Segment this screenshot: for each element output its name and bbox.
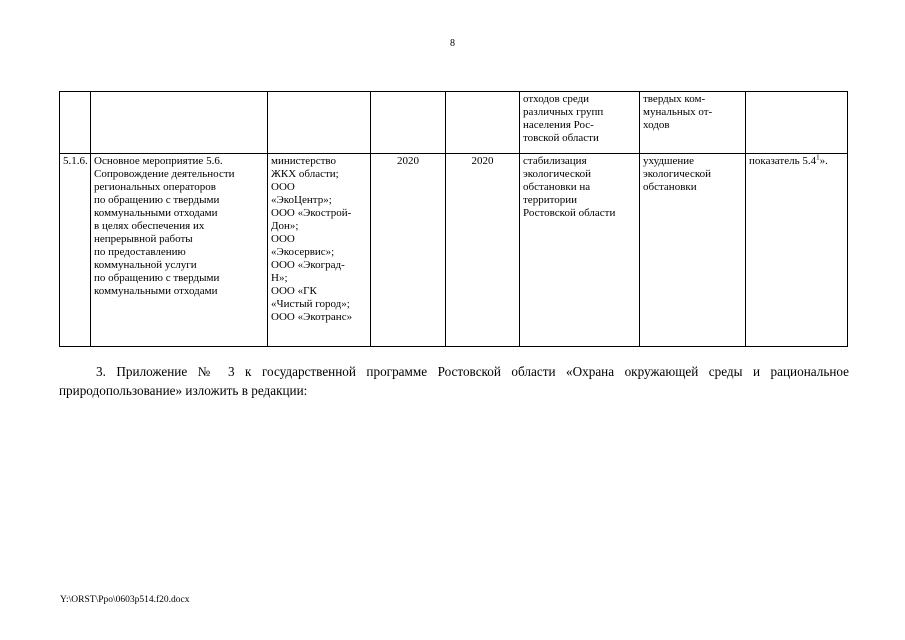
footer-file-path: Y:\ORST\Ppo\0603p514.f20.docx — [60, 595, 190, 605]
indicator-text: показатель 5.4 — [749, 155, 817, 167]
table-cell: твердых ком- мунальных от- ходов — [640, 92, 746, 154]
executor-cell: министерство ЖКХ области; ООО «ЭкоЦентр»; ООО «Экострой- Дон»; ООО «Экосервис»; ООО «Экоград- Н»; ООО «ГК «Чистый город»; ООО «Экотранс» — [268, 154, 371, 347]
table-cell — [446, 92, 520, 154]
measures-table — [59, 91, 848, 347]
table-cell — [91, 92, 268, 154]
page-number: 8 — [450, 38, 455, 49]
table-cell: отходов среди различных групп населения Рос- товской области — [520, 92, 640, 154]
start-year-cell: 2020 — [371, 154, 446, 347]
consequences-cell: ухудшение экологической обстановки — [640, 154, 746, 347]
table-cell — [60, 92, 91, 154]
row-number-cell: 5.1.6. — [60, 154, 91, 347]
indicator-cell — [746, 154, 848, 347]
measure-title-cell: Основное мероприятие 5.6. Сопровождение деятельности региональных операторов по обращению с твердыми коммунальными отходами в целях обеспечения их непрерывной работы по предоставлению коммунальной услуги по обращению с твердыми коммунальными отходами — [91, 154, 268, 347]
body-paragraph: 3. Приложение № 3 к государственной программе Ростовской области «Охрана окружающей среды и рациональное природопользование» изложить в редакции: — [59, 364, 849, 398]
end-year-cell: 2020 — [446, 154, 520, 347]
table-row — [60, 92, 848, 154]
expected-result-cell: стабилизация экологической обстановки на территории Ростовской области — [520, 154, 640, 347]
indicator-footnote-mark: 1 — [816, 153, 820, 162]
table-cell — [268, 92, 371, 154]
table-cell — [746, 92, 848, 154]
indicator-closing: ». — [819, 155, 828, 167]
table-cell — [371, 92, 446, 154]
table-row — [60, 154, 848, 347]
